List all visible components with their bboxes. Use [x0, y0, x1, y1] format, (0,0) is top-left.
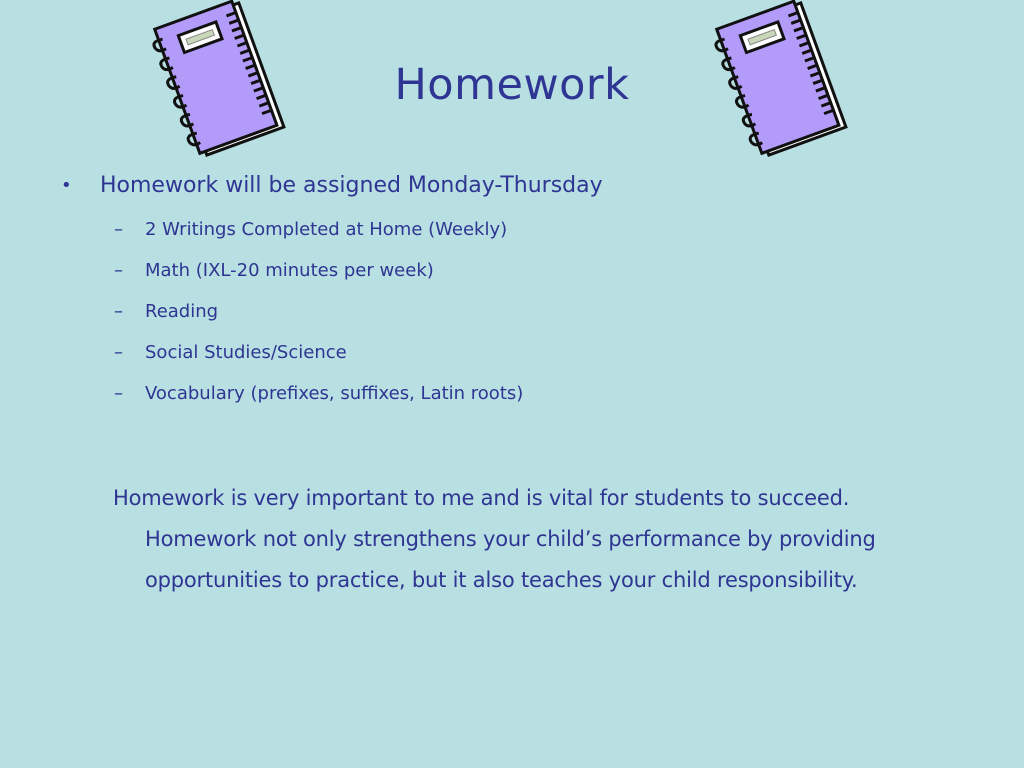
dash-marker: – — [114, 301, 123, 322]
dash-marker: – — [114, 383, 123, 404]
list-item-text: Math (IXL-20 minutes per week) — [145, 260, 434, 281]
homework-importance-paragraph: Homework is very important to me and is vital for students to succeed. Homework not only strengthens your child’s performance by providing opportunities to practice, but it also teaches your child responsibility. — [113, 486, 876, 592]
list-item-text: Social Studies/Science — [145, 342, 347, 363]
dash-marker: – — [114, 260, 123, 281]
main-bullet-text: Homework will be assigned Monday-Thursday — [100, 173, 603, 198]
list-item-text: Vocabulary (prefixes, suffixes, Latin roots) — [145, 383, 524, 404]
bullet-marker: • — [61, 175, 72, 196]
slide-title: Homework — [394, 60, 630, 110]
dash-marker: – — [114, 219, 123, 240]
list-item-text: Reading — [145, 301, 219, 322]
dash-marker: – — [114, 342, 123, 363]
list-item-text: 2 Writings Completed at Home (Weekly) — [145, 219, 508, 240]
